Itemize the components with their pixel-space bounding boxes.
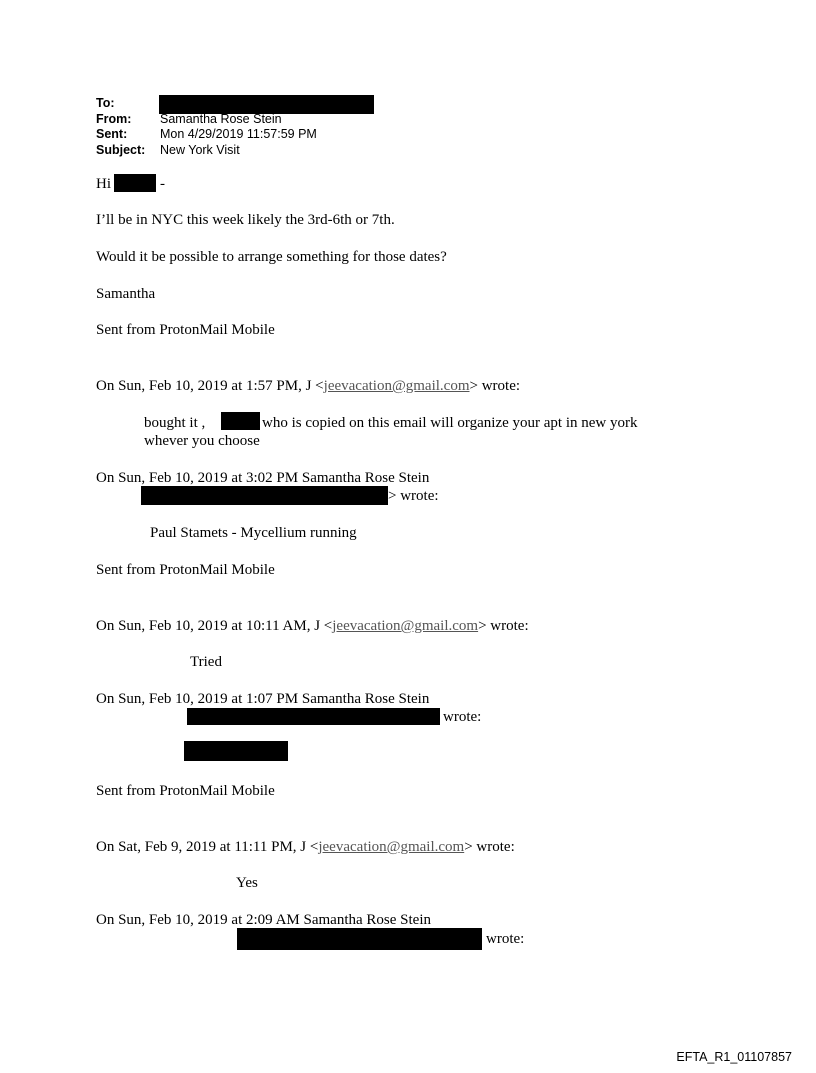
- signature: Samantha: [96, 286, 156, 302]
- quote-prefix: On Sat, Feb 9, 2019 at 11:11 PM, J <: [96, 839, 319, 855]
- sent-from-mobile: Sent from ProtonMail Mobile: [96, 322, 275, 338]
- message-bought-a: bought it ,: [144, 415, 206, 431]
- quote-header-3: [96, 617, 529, 635]
- greeting-dash: -: [160, 176, 165, 192]
- from-value: Samantha Rose Stein: [160, 112, 282, 126]
- quote-suffix: > wrote:: [469, 378, 521, 394]
- message-tried: Tried: [190, 654, 222, 670]
- redaction-email-6: [237, 928, 482, 950]
- quote-header-4: On Sun, Feb 10, 2019 at 1:07 PM Samantha Rose Stein: [96, 691, 430, 707]
- from-label: From:: [96, 112, 132, 126]
- email-link[interactable]: jeevacation@gmail.com: [323, 378, 470, 394]
- quote-wrote-6: wrote:: [486, 931, 525, 947]
- redaction-email-2: [141, 486, 388, 505]
- sent-value: Mon 4/29/2019 11:57:59 PM: [160, 127, 317, 141]
- quote-header-1: [96, 377, 520, 395]
- sent-from-mobile-3: Sent from ProtonMail Mobile: [96, 783, 275, 799]
- quote-header-6: On Sun, Feb 10, 2019 at 2:09 AM Samantha Rose Stein: [96, 912, 431, 928]
- quote-prefix: On Sun, Feb 10, 2019 at 1:57 PM, J <: [96, 378, 324, 394]
- quote-wrote-2: > wrote:: [388, 488, 439, 504]
- quote-header-2: On Sun, Feb 10, 2019 at 3:02 PM Samantha Rose Stein: [96, 470, 430, 486]
- quote-wrote-4: wrote:: [443, 709, 482, 725]
- message-yes: Yes: [236, 875, 258, 891]
- body-line-2: Would it be possible to arrange something for those dates?: [96, 249, 447, 265]
- message-bought-c: whever you choose: [144, 433, 260, 449]
- email-link[interactable]: jeevacation@gmail.com: [332, 618, 479, 634]
- redaction-assistant-name: [221, 412, 260, 430]
- body-line-1: I’ll be in NYC this week likely the 3rd-6th or 7th.: [96, 212, 395, 228]
- redaction-greeting-name: [114, 174, 156, 192]
- quote-prefix: On Sun, Feb 10, 2019 at 10:11 AM, J <: [96, 618, 333, 634]
- redaction-email-4: [187, 708, 440, 725]
- redaction-message-4: [184, 741, 288, 761]
- sent-label: Sent:: [96, 127, 128, 141]
- subject-value: New York Visit: [160, 143, 240, 157]
- subject-label: Subject:: [96, 143, 146, 157]
- message-bought-b: who is copied on this email will organize your apt in new york: [262, 415, 638, 431]
- quote-suffix: > wrote:: [478, 618, 529, 634]
- sent-from-mobile-2: Sent from ProtonMail Mobile: [96, 562, 275, 578]
- email-link[interactable]: jeevacation@gmail.com: [318, 839, 465, 855]
- to-label: To:: [96, 96, 115, 110]
- greeting-hi: Hi: [96, 176, 111, 192]
- quote-suffix: > wrote:: [464, 839, 515, 855]
- message-stamets: Paul Stamets - Mycellium running: [150, 525, 357, 541]
- document-id: EFTA_R1_01107857: [676, 1050, 792, 1064]
- quote-header-5: [96, 838, 515, 856]
